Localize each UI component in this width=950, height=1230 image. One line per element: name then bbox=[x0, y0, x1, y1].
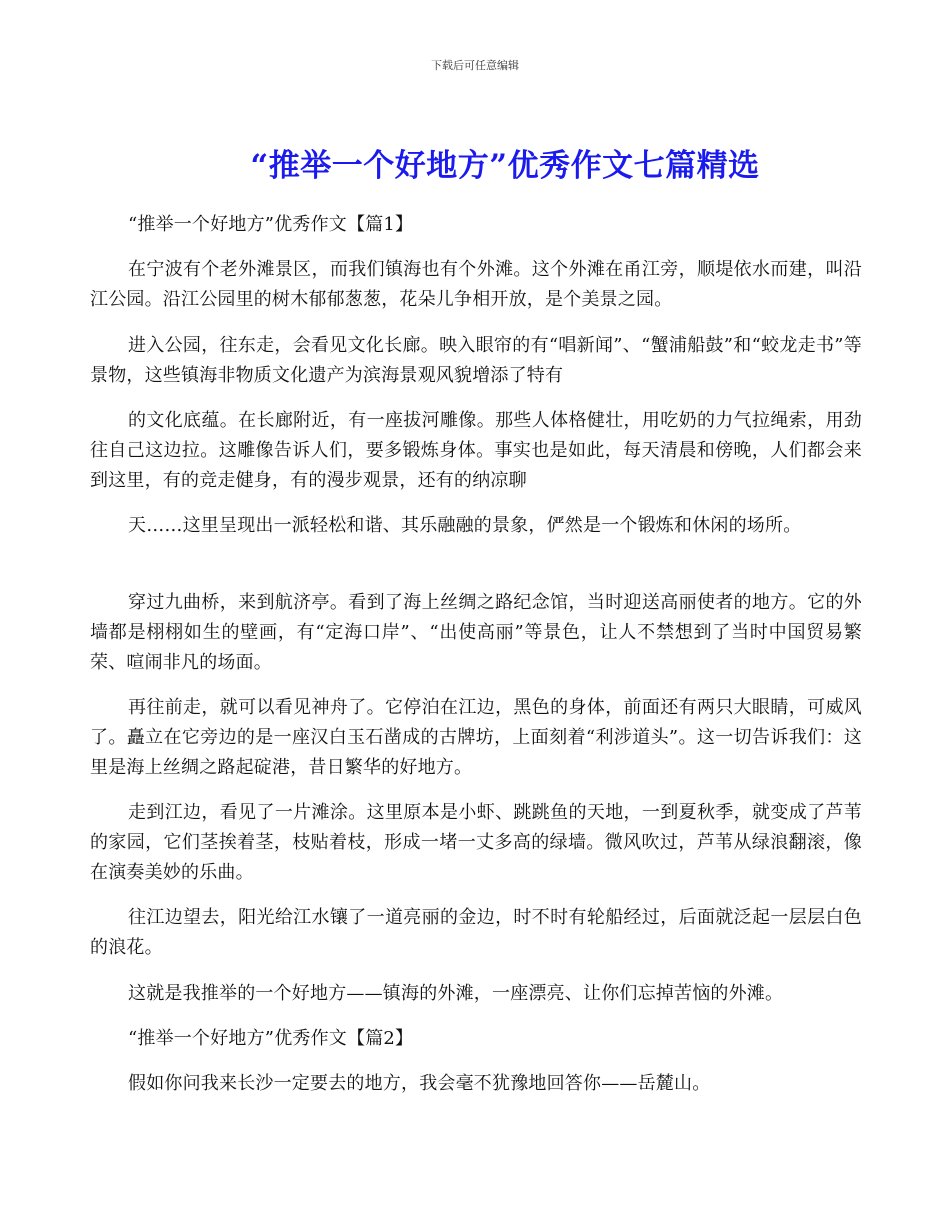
paragraph: 假如你问我来长沙一定要去的地方，我会毫不犹豫地回答你——岳麓山。 bbox=[128, 1073, 711, 1094]
paragraph: 往江边望去，阳光给江水镶了一道亮丽的金边，时不时有轮船经过，后面就泛起一层层白色的浪花。 bbox=[90, 907, 862, 958]
header-note: 下载后可任意编辑 bbox=[431, 59, 519, 72]
section-heading-1: “推举一个好地方”优秀作文【篇1】 bbox=[128, 214, 414, 235]
paragraph: 再往前走，就可以看见神舟了。它停泊在江边，黑色的身体，前面还有两只大眼睛，可威风了。矗立在它旁边的是一座汉白玉石凿成的古牌坊，上面刻着“利涉道头”。这一切告诉我们：这里是海上丝绸之路起碇港，昔日繁华的好地方。 bbox=[90, 697, 862, 778]
paragraph: 的文化底蕴。在长廊附近，有一座拔河雕像。那些人体格健壮，用吃奶的力气拉绳索，用劲往自己这边拉。这雕像告诉人们，要多锻炼身体。事实也是如此，每天清晨和傍晚，人们都会来到这里，有的竞走健身，有的漫步观景，还有的纳凉聊 bbox=[90, 410, 862, 491]
paragraph: 在宁波有个老外滩景区，而我们镇海也有个外滩。这个外滩在甬江旁，顺堤依水而建，叫沿江公园。沿江公园里的树木郁郁葱葱，花朵儿争相开放，是个美景之园。 bbox=[90, 259, 862, 310]
section-heading-2: “推举一个好地方”优秀作文【篇2】 bbox=[128, 1028, 414, 1049]
document-title: “推举一个好地方”优秀作文七篇精选 bbox=[250, 148, 760, 184]
paragraph: 天……这里呈现出一派轻松和谐、其乐融融的景象，俨然是一个锻炼和休闲的场所。 bbox=[128, 515, 802, 536]
paragraph: 穿过九曲桥，来到航济亭。看到了海上丝绸之路纪念馆，当时迎送高丽使者的地方。它的外墙都是栩栩如生的壁画，有“定海口岸”、“出使高丽”等景色，让人不禁想到了当时中国贸易繁荣、喧闹非凡的场面。 bbox=[90, 592, 862, 673]
paragraph: 进入公园，往东走，会看见文化长廊。映入眼帘的有“唱新闻”、“蟹浦船鼓”和“蛟龙走书”等景物，这些镇海非物质文化遗产为滨海景观风貌增添了特有 bbox=[90, 335, 862, 386]
paragraph: 走到江边，看见了一片滩涂。这里原本是小虾、跳跳鱼的天地，一到夏秋季，就变成了芦苇的家园，它们茎挨着茎，枝贴着枝，形成一堵一丈多高的绿墙。微风吹过，芦苇从绿浪翻滚，像在演奏美妙的乐曲。 bbox=[90, 802, 862, 883]
paragraph: 这就是我推举的一个好地方——镇海的外滩，一座漂亮、让你们忘掉苦恼的外滩。 bbox=[128, 983, 784, 1004]
